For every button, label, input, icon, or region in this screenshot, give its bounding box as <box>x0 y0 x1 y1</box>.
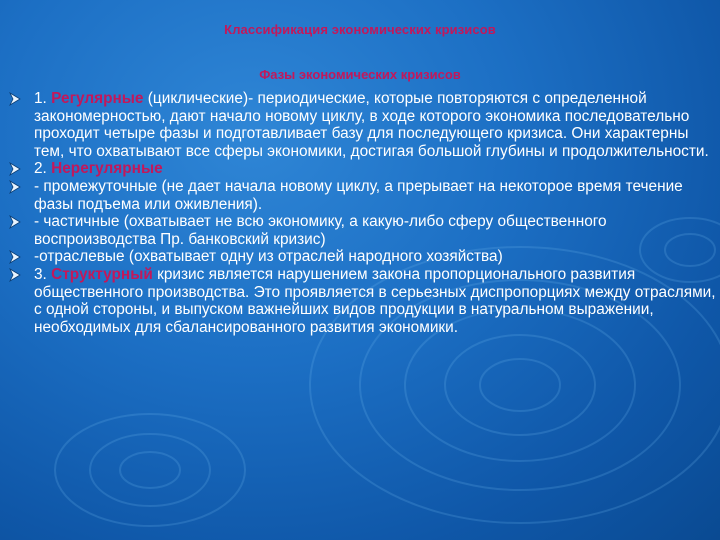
arrowhead-bullet-icon <box>8 215 22 229</box>
list-item <box>8 90 716 160</box>
item-number: 3. <box>34 265 52 283</box>
item-text: - промежуточные (не дает начала новому циклу, а прерывает на некоторое время течение фазы подъема или оживления). <box>34 177 683 213</box>
list-item <box>8 178 716 213</box>
bullet-list <box>8 90 716 336</box>
slide-subtitle: Фазы экономических кризисов <box>259 67 461 82</box>
arrowhead-bullet-icon <box>8 92 22 106</box>
list-item <box>8 248 716 266</box>
item-text: -отраслевые (охватывает одну из отраслей народного хозяйства) <box>34 248 503 266</box>
item-number: 1. <box>34 90 52 107</box>
slide-title: Классификация экономических кризисов <box>224 22 496 37</box>
item-number: 2. <box>34 160 52 178</box>
arrowhead-bullet-icon <box>8 250 22 264</box>
list-item <box>8 160 716 178</box>
item-text: (циклические)- периодические, которые повторяются с определенной закономерностью, дают начало новому циклу, в ходе которого экономика последовательно проходит четыре фазы и подготавливает базу для последующего кризиса. Они характерны тем, что охватывают все сферы экономики, достигая большой глубины и продолжительности. <box>34 90 709 160</box>
arrowhead-bullet-icon <box>8 268 22 282</box>
item-highlight: Регулярные <box>51 90 144 107</box>
list-item <box>8 213 716 248</box>
list-item <box>8 266 716 336</box>
item-highlight: Нерегулярные <box>51 160 163 178</box>
item-highlight: Структурный <box>51 265 153 283</box>
item-text: - частичные (охватывает не всю экономику, а какую-либо сферу общественного воспроизводства Пр. банковский кризис) <box>34 213 607 248</box>
arrowhead-bullet-icon <box>8 180 22 194</box>
item-text: кризис является нарушением закона пропорционального развития общественного производства. Это проявляется в серьезных диспропорциях между отраслями, с одной стороны, и выпуском важнейших видов продукции в натуральном выражении, необходимых для сбалансированного развития экономики. <box>34 265 716 336</box>
arrowhead-bullet-icon <box>8 162 22 176</box>
